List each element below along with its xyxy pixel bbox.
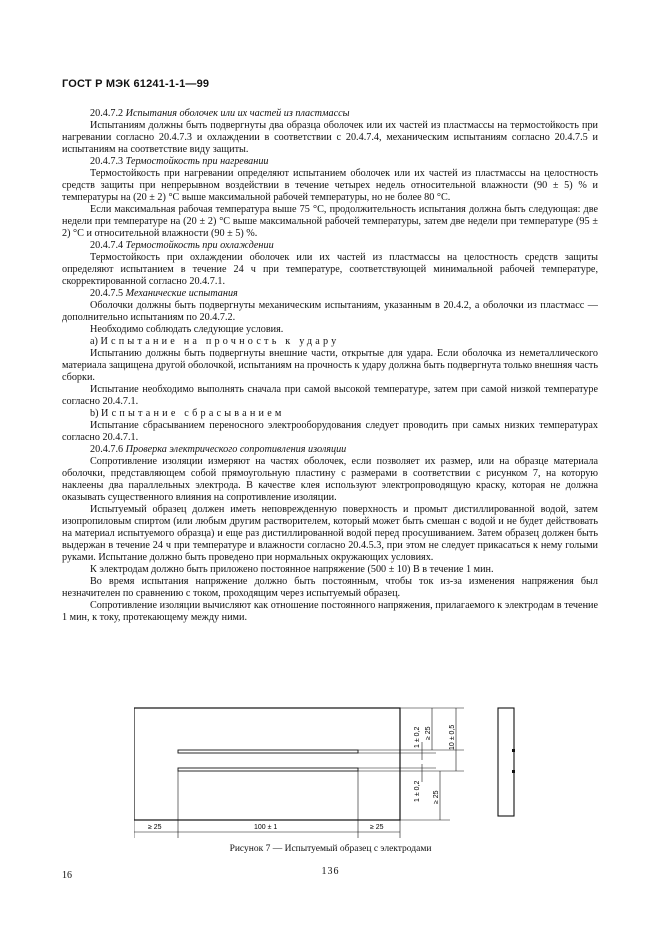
paragraph: Испытаниям должны быть подвергнуты два образца оболочек или их частей из пластмассы на термостойкость при нагревании согласно 20.4.7.3 и охлаждении в соответствии с 20.4.7.4, механическим испытаниям согласно 20.4.7.5 и испытаниям на соответствие виду защиты. bbox=[62, 120, 598, 155]
page-number: 16 bbox=[62, 870, 72, 881]
dim-electrode-gap: 10 ± 0,5 bbox=[449, 724, 456, 750]
test-subheading: b) Испытание сбрасыванием bbox=[90, 408, 285, 419]
paragraph: Испытуемый образец должен иметь неповрежденную поверхность и промыт дистиллированной водой, затем изопропиловым спиртом (или любым другим растворителем, который может быть смешан с водой и не будет действовать на материал испытуемого образца) и еще раз дистиллированной водой перед просушиванием. Затем образец должен быть выдержан в течение 24 ч при температуре и влажности согласно 20.4.5.3, при этом не следует прикасаться к нему голыми руками. Испытание должно быть проведено при нормальных окружающих условиях. bbox=[62, 504, 598, 563]
paragraph: Сопротивление изоляции измеряют на частях оболочек, если позволяет их размер, или на образце материала оболочки, представляющем собой прямоугольную пластину с размерами в соответствии с рисунком 7, на которую наклеены два параллельных электрода. В качестве клея используют электропроводящую краску, которая не должна оказывать существенного влияния на сопротивление изоляции. bbox=[62, 456, 598, 503]
specimen-side-view bbox=[498, 708, 514, 816]
dim-electrode-width-lower: 1 ± 0,2 bbox=[414, 780, 421, 802]
dim-right-margin: ≥ 25 bbox=[370, 824, 384, 831]
standard-header: ГОСТ Р МЭК 61241-1-1—99 bbox=[62, 78, 210, 90]
sequence-number: 136 bbox=[321, 866, 340, 877]
figure-caption: Рисунок 7 — Испытуемый образец с электродами bbox=[229, 844, 432, 854]
electrode-lower bbox=[178, 768, 358, 771]
clause-heading: 20.4.7.4 Термостойкость при охлаждении bbox=[90, 240, 274, 251]
dim-electrode-width-upper: 1 ± 0,2 bbox=[414, 726, 421, 748]
paragraph: Необходимо соблюдать следующие условия. bbox=[90, 324, 284, 335]
clause-heading: 20.4.7.5 Механические испытания bbox=[90, 288, 238, 299]
clause-heading: 20.4.7.6 Проверка электрического сопротивления изоляции bbox=[90, 444, 347, 455]
dim-electrode-length: 100 ± 1 bbox=[254, 824, 278, 831]
paragraph: К электродам должно быть приложено постоянное напряжение (500 ± 10) В в течение 1 мин. bbox=[90, 564, 494, 575]
dim-left-margin: ≥ 25 bbox=[148, 824, 162, 831]
document-body bbox=[62, 108, 598, 624]
paragraph: Оболочки должны быть подвергнуты механическим испытаниям, указанным в 20.4.2, а оболочки из пластмасс — дополнительно испытаниям по 20.4.7.2. bbox=[62, 300, 598, 323]
electrode-upper bbox=[178, 750, 358, 753]
paragraph: Во время испытания напряжение должно быть постоянным, чтобы ток из-за изменения напряжения был незначителен по сравнению с током, проходящим через испытуемый образец. bbox=[62, 576, 598, 599]
test-subheading: а) Испытание на прочность к удару bbox=[90, 336, 340, 347]
paragraph: Испытание необходимо выполнять сначала при самой высокой температуре, затем при самой низкой температуре согласно 20.4.7.1. bbox=[62, 384, 598, 407]
clause-heading: 20.4.7.2 Испытания оболочек или их частей из пластмассы bbox=[90, 108, 350, 119]
paragraph: Термостойкость при нагревании определяют испытанием оболочек или их частей из пластмассы на целостность средств защиты при непрерывном воздействии в течение четырех недель относительной влажности (90 ± 5) % и температуры на (20 ± 2) °С выше максимальной рабочей температуры, но не более 80 °С. bbox=[62, 168, 598, 203]
paragraph: Сопротивление изоляции вычисляют как отношение постоянного напряжения, прилагаемого к электродам в течение 1 мин, к току, протекающему между ними. bbox=[62, 600, 598, 623]
figure-7-specimen-drawing bbox=[134, 704, 534, 848]
dim-lower-margin: ≥ 25 bbox=[433, 790, 440, 804]
specimen-plate bbox=[134, 708, 400, 820]
paragraph: Испытанию должны быть подвергнуты внешние части, открытые для удара. Если оболочка из неметаллического материала защищена другой оболочкой, испытаниям на прочность к удару должна быть подвергнута только внешняя часть сборки. bbox=[62, 348, 598, 383]
paragraph: Термостойкость при охлаждении оболочек или их частей из пластмассы на целостность средств защиты определяют испытанием в течение 24 ч при температуре, соответствующей минимальной рабочей температуре, скорректированной согласно 20.4.7.1. bbox=[62, 252, 598, 287]
dim-upper-margin: ≥ 25 bbox=[425, 726, 432, 740]
paragraph: Если максимальная рабочая температура выше 75 °С, продолжительность испытания должна быть следующая: две недели при температуре на (20 ± 2) °С выше максимальной рабочей температуры, затем две недели при температуре (95 ± 2) °С и относительной влажности (90 ± 5) %. bbox=[62, 204, 598, 239]
paragraph: Испытание сбрасыванием переносного электрооборудования следует проводить при самых низких температурах согласно 20.4.7.1. bbox=[62, 420, 598, 443]
clause-heading: 20.4.7.3 Термостойкость при нагревании bbox=[90, 156, 269, 167]
